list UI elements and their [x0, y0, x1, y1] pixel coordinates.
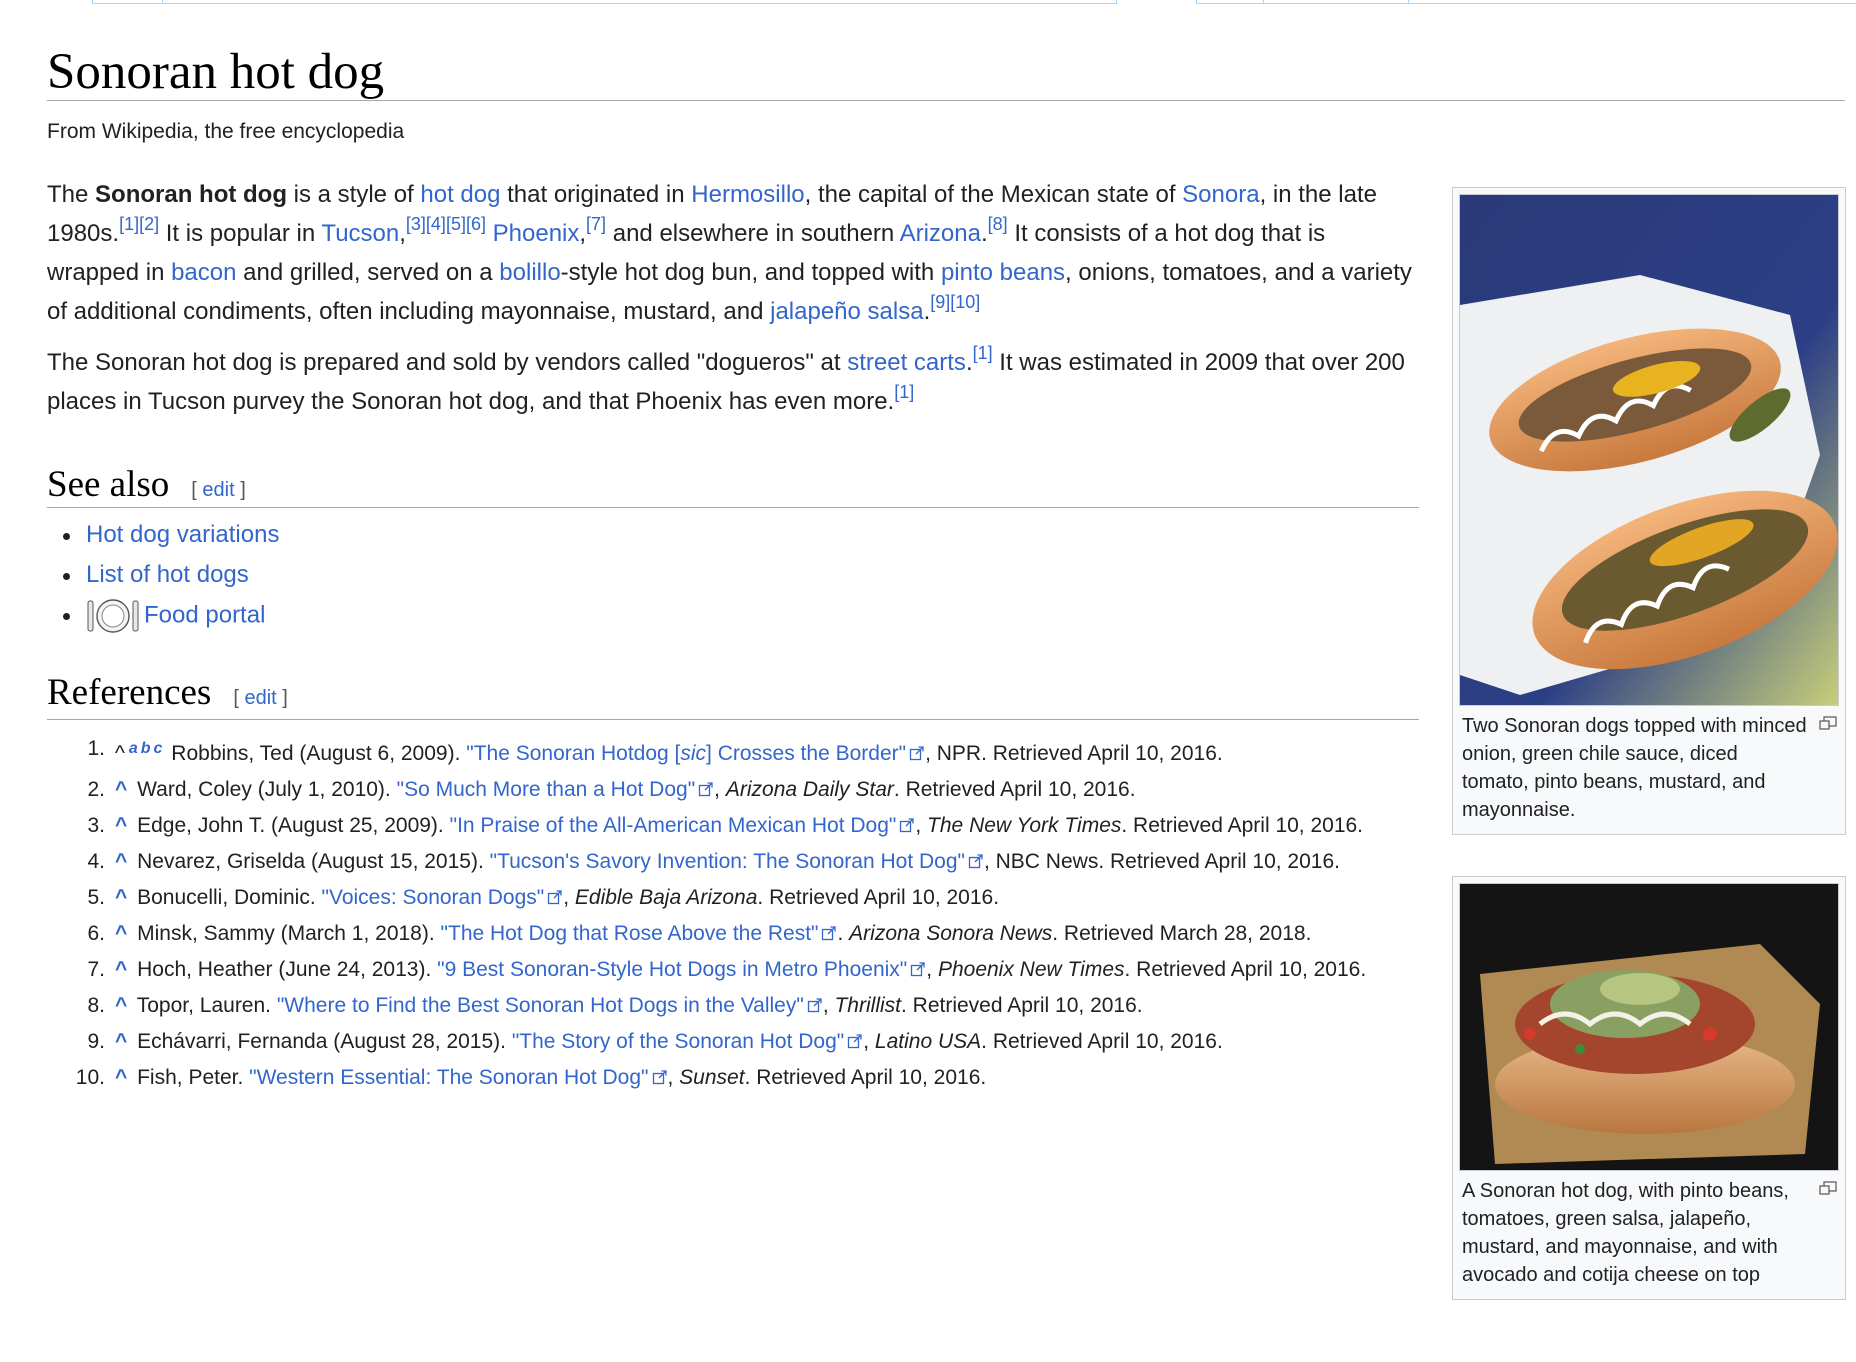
citation-link[interactable]: [4]: [425, 214, 446, 234]
reference-link[interactable]: [437, 958, 907, 981]
reference-item: [47, 1060, 1427, 1095]
external-link-icon: [909, 745, 925, 761]
site-tagline: From Wikipedia, the free encyclopedia: [47, 120, 405, 143]
reference-author: Ward, Coley (July 1, 2010).: [137, 778, 397, 801]
intro-paragraph-1: [47, 175, 1422, 331]
link-hot-dog[interactable]: hot dog: [420, 181, 501, 208]
text: that originated in: [500, 181, 692, 208]
link-text: "The Sonoran Hotdog [: [466, 742, 681, 765]
reference-source: ,: [863, 1030, 875, 1053]
backlink-caret[interactable]: ^: [115, 814, 128, 837]
top-tab-strip: [0, 0, 1856, 4]
backlink-caret[interactable]: ^: [115, 850, 128, 873]
reference-number: 10.: [75, 1066, 105, 1089]
reference-retrieved: . Retrieved April 10, 2016.: [757, 886, 1000, 909]
backlink-caret[interactable]: ^: [115, 886, 128, 909]
text: It was estimated in 2009 that over 200 places in Tucson purvey the Sonoran hot dog, and that Phoenix has even more.: [47, 349, 1405, 415]
reference-source: , NPR. Retrieved April 10, 2016.: [925, 742, 1223, 765]
text: -style hot dog bun, and topped with: [560, 259, 941, 286]
tab-divider: [1408, 0, 1409, 4]
list-item: [86, 597, 279, 637]
link-bolillo[interactable]: bolillo: [499, 259, 561, 286]
text: and grilled, served on a: [236, 259, 500, 286]
intro-paragraph-2: [47, 343, 1422, 421]
backlink[interactable]: a: [128, 740, 138, 757]
link-jalapeno-salsa[interactable]: jalapeño salsa: [770, 298, 924, 325]
reference-author: Minsk, Sammy (March 1, 2018).: [137, 922, 441, 945]
link-text-italic: sic: [680, 742, 707, 765]
reference-item: [47, 731, 1427, 771]
caption-text: A Sonoran hot dog, with pinto beans, tomatoes, green salsa, jalapeño, mustard, and mayonnaise, and with avocado and cotija cheese on top: [1462, 1180, 1789, 1286]
reference-number: 8.: [87, 994, 105, 1017]
tab-strip-right: [1196, 0, 1856, 4]
tab-divider: [1263, 0, 1264, 4]
external-link-icon: [899, 817, 915, 833]
backlink[interactable]: b: [140, 740, 151, 757]
hot-dog-photo: [1460, 884, 1839, 1171]
link-list-of-hot-dogs[interactable]: List of hot dogs: [86, 561, 249, 588]
reference-publication: Phoenix New Times: [937, 958, 1125, 981]
figure-1: [1452, 187, 1846, 835]
reference-publication: Sunset: [679, 1066, 745, 1089]
edit-section-link[interactable]: edit: [244, 687, 277, 709]
text: , the capital of the Mexican state of: [804, 181, 1183, 208]
text: is a style of: [287, 181, 421, 208]
external-link-icon: [910, 961, 926, 977]
reference-author: Bonucelli, Dominic.: [137, 886, 322, 909]
reference-publication: Thrillist: [834, 994, 901, 1017]
heading-text: References: [47, 672, 212, 713]
text: ,: [399, 220, 406, 247]
backlink-caret[interactable]: ^: [115, 778, 128, 801]
text: [486, 220, 493, 247]
text: .: [980, 220, 988, 247]
reference-source: ,: [915, 814, 928, 837]
backlink-caret[interactable]: ^: [115, 958, 128, 981]
reference-author: Topor, Lauren.: [136, 994, 277, 1017]
link-text: ] Crosses the Border": [706, 742, 907, 765]
reference-author: Echávarri, Fernanda (August 28, 2015).: [137, 1030, 512, 1053]
reference-author: Nevarez, Griselda (August 15, 2015).: [137, 850, 490, 873]
reference-link[interactable]: [441, 922, 819, 945]
reference-retrieved: . Retrieved April 10, 2016.: [744, 1066, 987, 1089]
reference-number: 7.: [87, 958, 105, 981]
reference-number: 6.: [87, 922, 105, 945]
edit-section: [191, 479, 246, 501]
link-arizona[interactable]: Arizona: [899, 220, 981, 247]
external-link-icon: [547, 889, 563, 905]
backlink-caret: ^: [115, 742, 125, 765]
see-also-list: [47, 517, 279, 637]
reference-item: [47, 916, 1427, 951]
reference-item: [47, 808, 1427, 843]
reference-item: [47, 844, 1427, 879]
hot-dog-photo: [1460, 195, 1839, 706]
figure-1-image[interactable]: [1459, 194, 1839, 706]
external-link-icon: [968, 853, 984, 869]
list-item: [86, 517, 279, 557]
text: It is popular in: [159, 220, 322, 247]
reference-publication: Edible Baja Arizona: [574, 886, 758, 909]
external-link-icon: [821, 925, 837, 941]
reference-source: ,: [563, 886, 575, 909]
reference-publication: Arizona Daily Star: [725, 778, 894, 801]
external-link-icon: [847, 1033, 863, 1049]
bracket: [: [191, 479, 203, 501]
reference-source: , NBC News. Retrieved April 10, 2016.: [983, 850, 1340, 873]
tab-strip-left: [92, 0, 1116, 4]
text: The Sonoran hot dog is prepared and sold by vendors called "dogueros" at: [47, 349, 848, 376]
reference-item: [47, 880, 1427, 915]
reference-author: Hoch, Heather (June 24, 2013).: [137, 958, 438, 981]
link-text: "Where to Find the Best Sonoran Hot Dogs in the Valley": [276, 994, 804, 1017]
figure-2-image[interactable]: [1459, 883, 1839, 1171]
section-divider: [47, 719, 1419, 720]
figure-2-caption: [1459, 1171, 1839, 1293]
link-hot-dog-variations[interactable]: Hot dog variations: [86, 521, 280, 548]
link-hermosillo[interactable]: Hermosillo: [691, 181, 805, 208]
link-pinto-beans[interactable]: pinto beans: [940, 259, 1066, 286]
reference-source: ,: [822, 994, 835, 1017]
link-food-portal[interactable]: Food portal: [144, 601, 266, 629]
backlink-caret[interactable]: ^: [115, 1066, 128, 1089]
reference-retrieved: . Retrieved April 10, 2016.: [1121, 814, 1364, 837]
tab-divider: [1116, 0, 1117, 4]
citation-link[interactable]: [1]: [119, 214, 140, 234]
link-text: "The Story of the Sonoran Hot Dog": [511, 1030, 845, 1053]
link-text: "Tucson's Savory Invention: The Sonoran Hot Dog": [489, 850, 965, 873]
reference-retrieved: . Retrieved April 10, 2016.: [900, 994, 1143, 1017]
external-link-icon: [652, 1069, 668, 1085]
citation-link[interactable]: [7]: [586, 214, 607, 234]
backlink-caret[interactable]: ^: [115, 1030, 128, 1053]
reference-number: 1.: [87, 737, 105, 760]
enlarge-icon[interactable]: [1819, 1181, 1837, 1195]
caption-text: Two Sonoran dogs topped with minced onion, green chile sauce, diced tomato, pinto beans, mustard, and mayonnaise.: [1462, 715, 1807, 821]
figure-1-caption: [1459, 706, 1839, 828]
backlink[interactable]: c: [153, 740, 163, 757]
reference-number: 9.: [87, 1030, 105, 1053]
citation-link[interactable]: [9]: [930, 292, 951, 312]
tab-divider: [1196, 0, 1197, 4]
link-text: "9 Best Sonoran-Style Hot Dogs in Metro Phoenix": [437, 958, 908, 981]
tab-divider: [162, 0, 163, 4]
backlink-caret[interactable]: ^: [115, 922, 128, 945]
reference-link[interactable]: [466, 742, 906, 765]
reference-link[interactable]: [322, 886, 545, 909]
backlink-caret[interactable]: ^: [115, 994, 128, 1017]
reference-item: [47, 772, 1427, 807]
link-street-carts[interactable]: street carts: [847, 349, 966, 376]
text: and elsewhere in southern: [606, 220, 900, 247]
reference-link[interactable]: [450, 814, 897, 837]
external-link-icon: [698, 781, 714, 797]
reference-author: Edge, John T. (August 25, 2009).: [137, 814, 450, 837]
bracket: ]: [276, 687, 288, 709]
reference-item: [47, 988, 1427, 1023]
reference-publication: The New York Times: [927, 814, 1122, 837]
article-subject: Sonoran hot dog: [95, 181, 287, 208]
reference-publication: Arizona Sonora News: [849, 922, 1053, 945]
food-portal-icon[interactable]: [86, 597, 140, 635]
citation-link[interactable]: [1]: [894, 382, 915, 402]
text: , onions, tomatoes, and a variety of additional condiments, often including mayonnaise, mustard, and: [47, 259, 1412, 325]
reference-author: Robbins, Ted (August 6, 2009).: [171, 742, 467, 765]
bracket: [: [233, 687, 245, 709]
text: It consists of a hot dog that is wrapped in: [47, 220, 1326, 286]
reference-source: .: [837, 922, 850, 945]
reference-source: ,: [926, 958, 938, 981]
link-text: "Voices: Sonoran Dogs": [321, 886, 545, 909]
reference-link[interactable]: [397, 778, 696, 801]
link-text: "Western Essential: The Sonoran Hot Dog": [249, 1066, 649, 1089]
external-link-icon: [807, 997, 823, 1013]
section-divider: [47, 507, 1419, 508]
reference-link[interactable]: [249, 1066, 648, 1089]
text: , in the late 1980s.: [47, 181, 1377, 247]
reference-retrieved: . Retrieved April 10, 2016.: [981, 1030, 1223, 1053]
edit-section-link[interactable]: edit: [202, 479, 235, 501]
text: .: [923, 298, 931, 325]
link-text: "So Much More than a Hot Dog": [396, 778, 696, 801]
link-bacon[interactable]: bacon: [171, 259, 237, 286]
link-sonora[interactable]: Sonora: [1182, 181, 1260, 208]
reference-source: ,: [667, 1066, 680, 1089]
reference-item: [47, 952, 1427, 987]
citation-link[interactable]: [8]: [987, 214, 1008, 234]
reference-item: [47, 1024, 1427, 1059]
citation-link[interactable]: [3]: [405, 214, 426, 234]
reference-publication: Latino USA: [874, 1030, 982, 1053]
reference-author: Fish, Peter.: [137, 1066, 250, 1089]
section-heading-see-also: [47, 466, 246, 503]
citation-link[interactable]: [1]: [972, 343, 993, 363]
title-divider: [47, 100, 1845, 101]
reference-number: 5.: [87, 886, 105, 909]
reference-source: ,: [714, 778, 726, 801]
figure-2: [1452, 876, 1846, 1300]
link-text: "In Praise of the All-American Mexican Hot Dog": [449, 814, 897, 837]
enlarge-icon[interactable]: [1819, 716, 1837, 730]
citation-link[interactable]: [10]: [950, 292, 981, 312]
citation-link[interactable]: [5]: [445, 214, 466, 234]
reference-retrieved: . Retrieved April 10, 2016.: [893, 778, 1136, 801]
link-phoenix[interactable]: Phoenix: [492, 220, 580, 247]
reference-number: 3.: [87, 814, 105, 837]
edit-section: [233, 687, 288, 709]
section-heading-references: [47, 674, 288, 711]
reference-retrieved: . Retrieved April 10, 2016.: [1124, 958, 1367, 981]
citation-link[interactable]: [6]: [465, 214, 486, 234]
reference-link[interactable]: [277, 994, 804, 1017]
citation-link[interactable]: [2]: [139, 214, 160, 234]
link-tucson[interactable]: Tucson: [321, 220, 400, 247]
reference-number: 4.: [87, 850, 105, 873]
references-list: [47, 731, 1427, 1096]
reference-link[interactable]: [490, 850, 965, 873]
link-text: "The Hot Dog that Rose Above the Rest": [440, 922, 819, 945]
text: The: [47, 181, 96, 208]
heading-text: See also: [47, 464, 170, 505]
tab-divider: [92, 0, 93, 4]
reference-retrieved: . Retrieved March 28, 2018.: [1052, 922, 1312, 945]
text: .: [965, 349, 973, 376]
reference-link[interactable]: [512, 1030, 844, 1053]
list-item: [86, 557, 279, 597]
bracket: ]: [234, 479, 246, 501]
text: ,: [579, 220, 587, 247]
reference-number: 2.: [87, 778, 105, 801]
page-title: Sonoran hot dog: [47, 44, 385, 100]
